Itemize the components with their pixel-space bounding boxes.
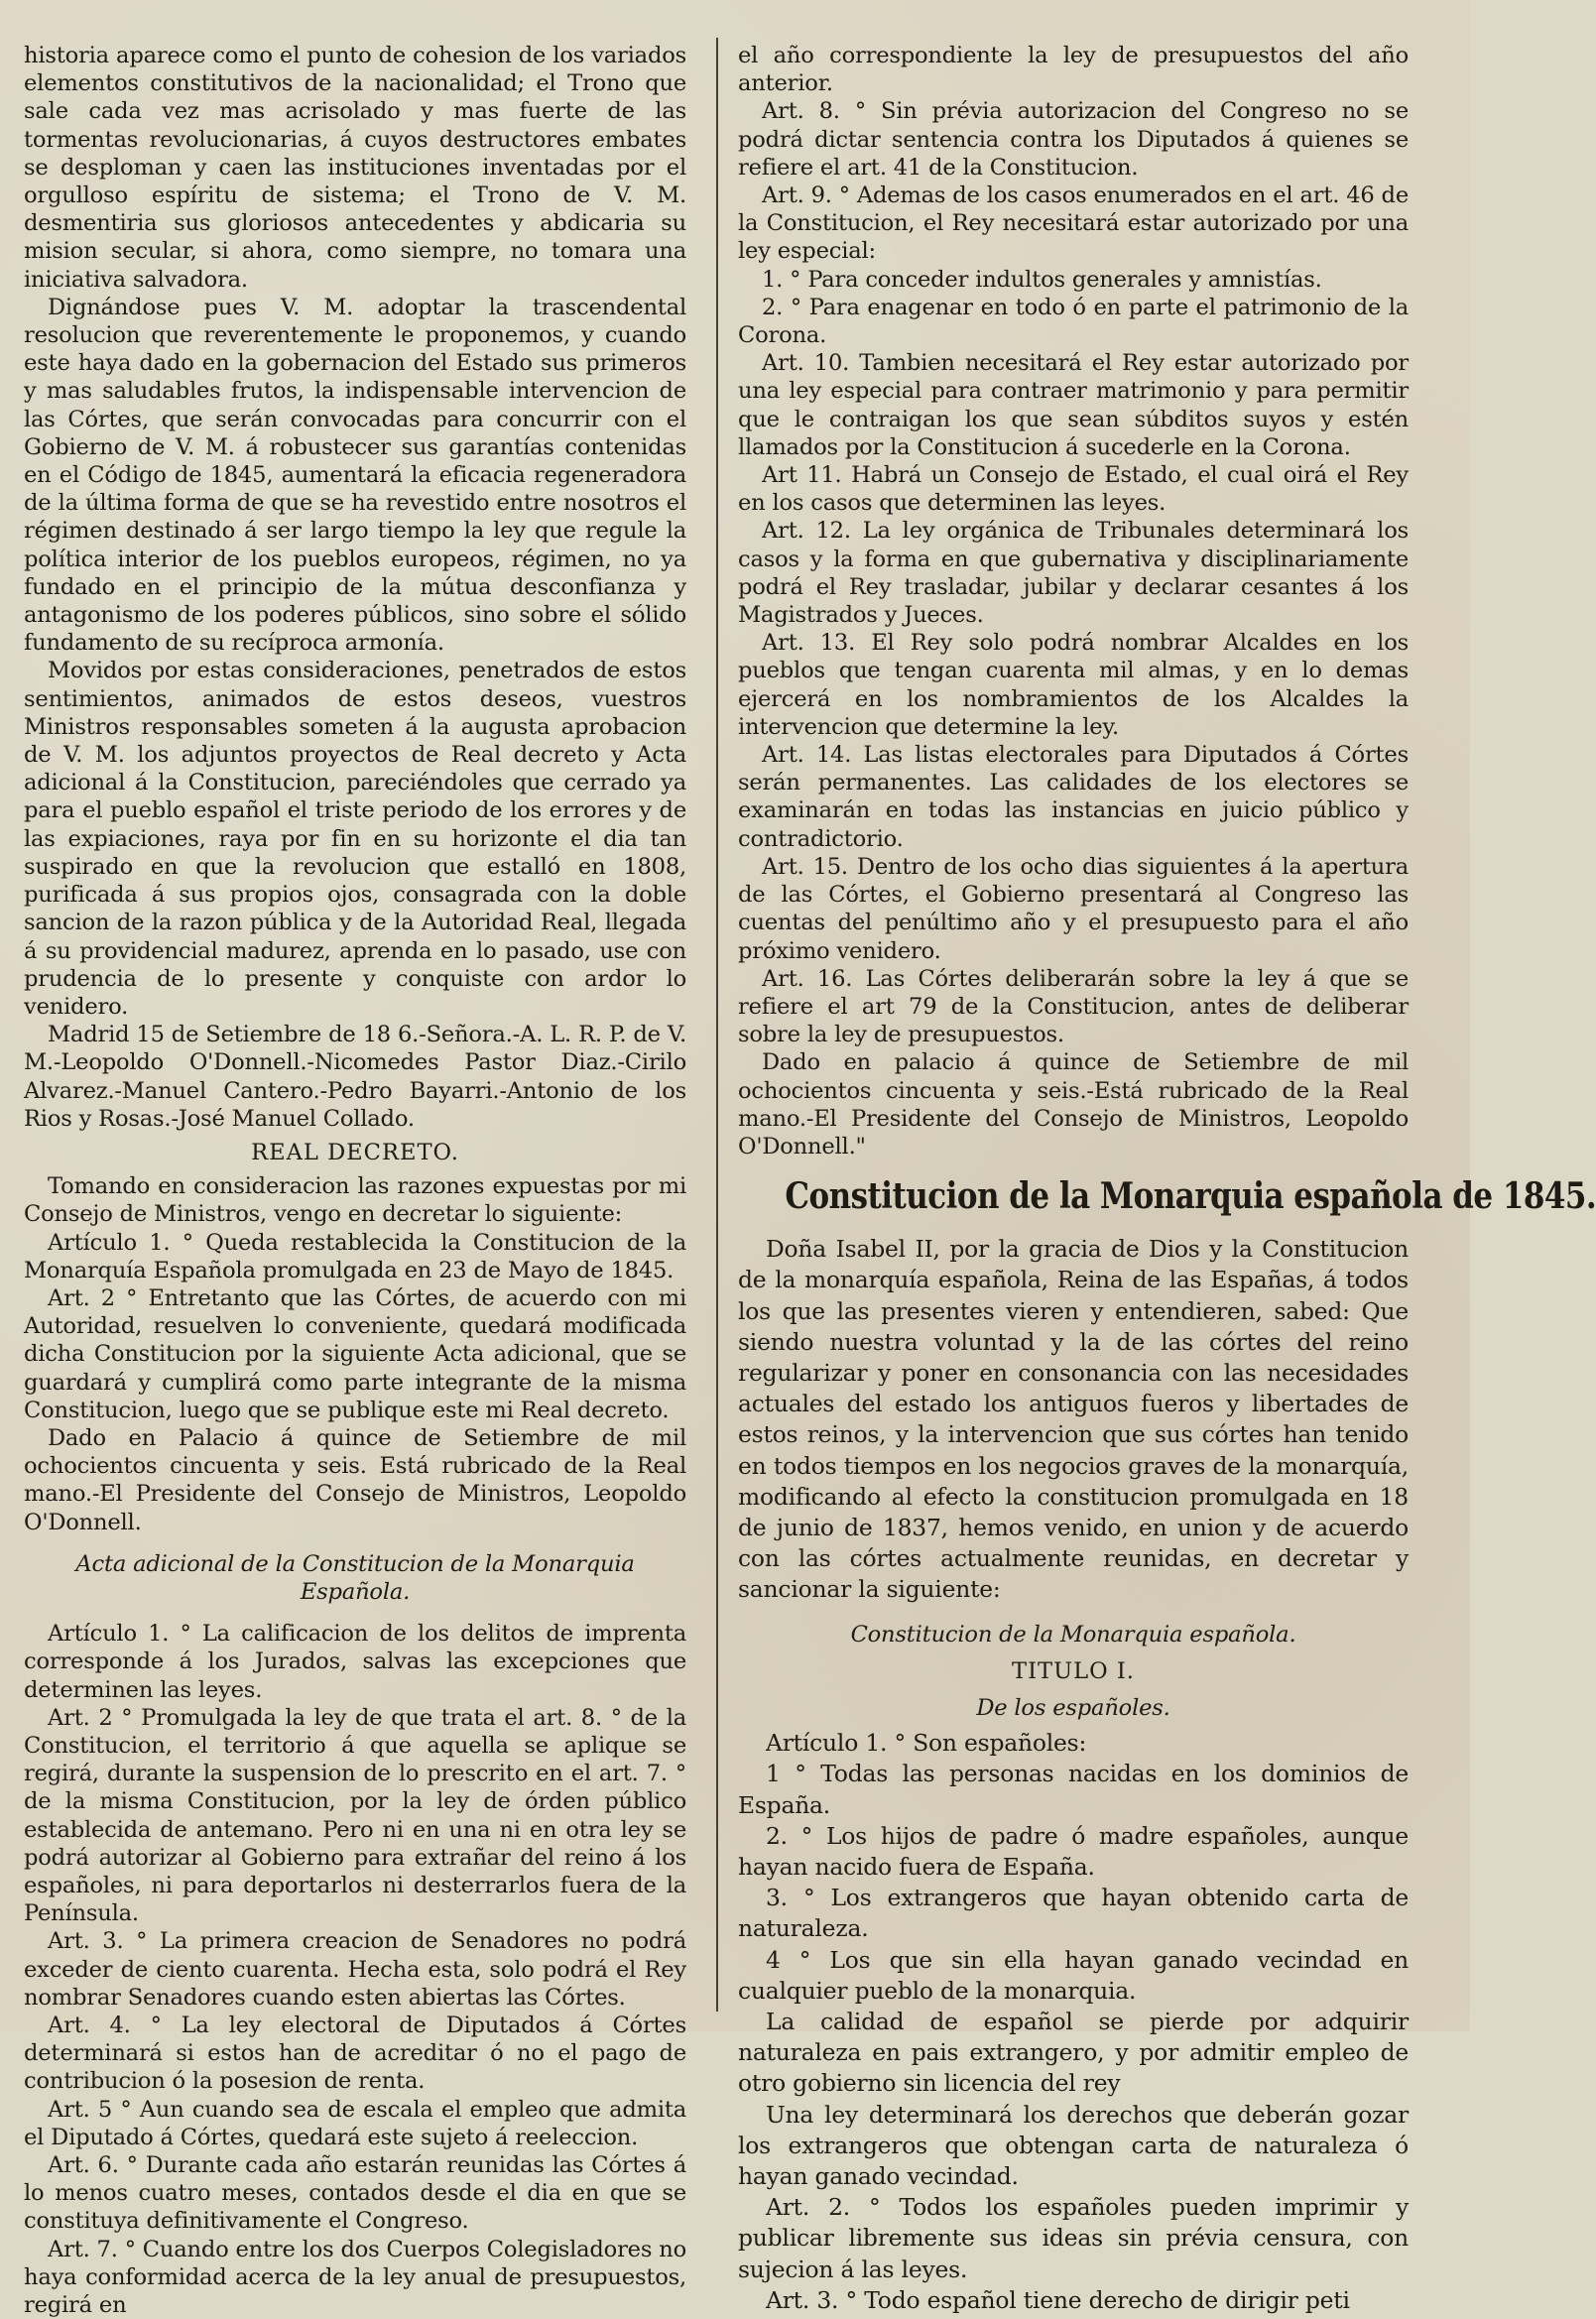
constitution-body (738, 1234, 1409, 2316)
acta-signature: Dado en palacio á quince de Setiembre de mil ochocientos cincuenta y seis.-Está rubricado de la Real mano.-El Presidente del Consejo de Ministros, Leopoldo O'Donnell." (738, 1049, 1409, 1160)
decreto-article-2: Art. 2 ° Entretanto que las Córtes, de acuerdo con mi Autoridad, resuelven lo conveniente, quedará modificada dicha Constitucion por la siguiente Acta adicional, que se guardará y cumplirá como parte integrante de la misma Constitucion, luego que se publique este mi Real decreto. (24, 1284, 686, 1423)
constitution-nationality-loss: La calidad de español se pierde por adquirir naturaleza en pais extrangero, y por admitir empleo de otro gobierno sin licencia del rey (738, 2008, 1409, 2098)
acta-article-10: Art. 10. Tambien necesitará el Rey estar autorizado por una ley especial para contraer matrimonio y para permitir que le contraigan los que sean súbditos suyos y estén llamados por la Constitucion á sucederle en la Corona. (738, 350, 1409, 460)
titulo-heading: TITULO I. (1012, 1657, 1135, 1684)
real-decreto-heading: REAL DECRETO. (251, 1139, 459, 1165)
left-paragraph-3: Movidos por estas consideraciones, penetrados de estos sentimientos, animados de estos deseos, vuestros Ministros responsables someten á la augusta aprobacion de V. M. los adjuntos proyectos de Real decreto y Acta adicional á la Constitucion, pareciéndoles que cerrado ya para el pueblo español el triste periodo de los errores y de las expiaciones, raya por fin en su horizonte el dia tan suspirado en que la revolucion que estalló en 1808, purificada á sus propios ojos, consagrada con la doble sancion de la razon pública y de la Autoridad Real, llegada á su providencial madurez, aprenda en lo pasado, use con prudencia de lo presente y conquiste con ardor lo venidero. (24, 658, 686, 1020)
acta-continuation: el año correspondiente la ley de presupuestos del año anterior. (738, 43, 1409, 97)
constitution-article-2: Art. 2. ° Todos los españoles pueden imprimir y publicar libremente sus ideas sin prévia censura, con sujecion á las leyes. (738, 2193, 1409, 2283)
acta-article-15: Art. 15. Dentro de los ocho dias siguientes á la apertura de las Córtes, el Gobierno presentará al Congreso las cuentas del penúltimo año y el presupuesto para el año próximo venidero. (738, 853, 1409, 964)
left-column (24, 42, 686, 2319)
acta-article-3: Art. 3. ° La primera creacion de Senadores no podrá exceder de ciento cuarenta. Hecha esta, solo podrá el Rey nombrar Senadores cuando esten abiertas las Córtes. (24, 1928, 686, 2011)
acta-article-2: Art. 2 ° Promulgada la ley de que trata el art. 8. ° de la Constitucion, el territorio á que aquella se aplique se regirá, durante la suspension de lo prescrito en el art. 7. ° de la misma Constitucion, por la ley de órden público establecida de antemano. Pero ni en una ni en otra ley se podrá autorizar al Gobierno para extrañar del reino á los españoles, ni para deportarlos ni desterrarlos fuera de la Península. (24, 1704, 686, 1927)
constitution-article-3: Art. 3. ° Todo español tiene derecho de dirigir peti (766, 2285, 1350, 2314)
left-paragraph-1: historia aparece como el punto de cohesion de los variados elementos constitutivos de la nacionalidad; el Trono que sale cada vez mas acrisolado y mas fuerte de las tormentas revolucionarias, á cuyos destructores embates se desploman y caen las instituciones inventadas por el orgulloso espíritu de sistema; el Trono de V. M. desmentiria sus gloriosos antecedentes y abdicaria su mision secular, si ahora, como siempre, no tomara una iniciativa salvadora. (24, 43, 686, 293)
constitution-article-1-item-3: 3. ° Los extrangeros que hayan obtenido carta de naturaleza. (738, 1884, 1409, 1943)
acta-article-13: Art. 13. El Rey solo podrá nombrar Alcaldes en los pueblos que tengan cuarenta mil almas, y en lo demas ejercerá en los nombramientos de los Alcaldes la intervencion que determine la ley. (738, 630, 1409, 740)
spacer (738, 1606, 1409, 1616)
column-divider (716, 38, 718, 2012)
decreto-signature: Dado en Palacio á quince de Setiembre de mil ochocientos cincuenta y seis. Está rubricado de la Real mano.-El Presidente del Consejo de Ministros, Leopoldo O'Donnell. (24, 1424, 686, 1535)
acta-article-4: Art. 4. ° La ley electoral de Diputados á Córtes determinará si estos han de acreditar ó no el pago de contribucion ó la posesion de renta. (24, 2013, 686, 2095)
acta-title: Acta adicional de la Constitucion de la Monarquia Española. (75, 1550, 635, 1605)
acta-article-8: Art. 8. ° Sin prévia autorizacion del Congreso no se podrá dictar sentencia contra los Diputados á quienes se refiere el art. 41 de la Constitucion. (738, 98, 1409, 181)
acta-article-7: Art. 7. ° Cuando entre los dos Cuerpos Colegisladores no haya conformidad acerca de la ley anual de presupuestos, regirá en (24, 2236, 686, 2319)
acta-article-14: Art. 14. Las listas electorales para Diputados á Córtes serán permanentes. Las calidades de los electores se examinarán en todas las instancias en juicio público y contradictorio. (738, 742, 1409, 852)
constitution-main-title: Constitucion de la Monarquia española de 1845. (785, 1175, 1596, 1218)
acta-article-11: Art 11. Habrá un Consejo de Estado, el cual oirá el Rey en los casos que determinen las leyes. (738, 462, 1409, 517)
constitution-foreigners-rights: Una ley determinará los derechos que deberán gozar los extrangeros que obtengan carta de naturaleza ó hayan ganado vecindad. (738, 2100, 1409, 2191)
decreto-article-1: Artículo 1. ° Queda restablecida la Constitucion de la Monarquía Española promulgada en 23 de Mayo de 1845. (24, 1229, 686, 1283)
acta-article-9: Art. 9. ° Ademas de los casos enumerados en el art. 46 de la Constitucion, el Rey necesitará estar autorizado por una ley especial: (738, 183, 1409, 265)
constitution-article-1-item-4: 4 ° Los que sin ella hayan ganado vecindad en cualquier pueblo de la monarquia. (738, 1945, 1409, 2005)
titulo-subheading: De los españoles. (976, 1694, 1170, 1721)
constitution-article-1-item-1: 1 ° Todas las personas nacidas en los dominios de España. (738, 1760, 1409, 1819)
acta-article-9-item-1: 1. ° Para conceder indultos generales y amnistías. (762, 266, 1322, 293)
constitution-preamble: Doña Isabel II, por la gracia de Dios y la Constitucion de la monarquía española, Reina de las Españas, á todos los que las presentes vieren y entendieren, sabed: Que siendo nuestra voluntad y la de las córtes del reino regularizar y poner en consonancia con las necesidades actuales del estado los antiguos fueros y libertades de estos reinos, y la intervencion que sus córtes han tenido en todos tiempos en los negocios graves de la monarquía, modificando al efecto la constitucion promulgada en 18 de junio de 1837, hemos venido, en union y de acuerdo con las córtes actualmente reunidas, en decretar y sancionar la siguiente: (738, 1235, 1409, 1604)
constitution-article-1-item-2: 2. ° Los hijos de padre ó madre españoles, aunque hayan nacido fuera de España. (738, 1821, 1409, 1881)
acta-article-16: Art. 16. Las Córtes deliberarán sobre la ley á que se refiere el art 79 de la Constitucion, antes de deliberar sobre la ley de presupuestos. (738, 965, 1409, 1048)
constitution-heading: Constitucion de la Monarquia española. (850, 1621, 1296, 1648)
acta-article-6: Art. 6. ° Durante cada año estarán reunidas las Córtes á lo menos cuatro meses, contados desde el dia en que se constituya definitivamente el Congreso. (24, 2152, 686, 2235)
acta-article-5: Art. 5 ° Aun cuando sea de escala el empleo que admita el Diputado á Córtes, quedará este sujeto á reeleccion. (24, 2096, 686, 2150)
left-paragraph-2: Dignándose pues V. M. adoptar la trascendental resolucion que reverentemente le proponemos, y cuando este haya dado en la gobernacion del Estado sus primeros y mas saludables frutos, la indispensable intervencion de las Córtes, que serán convocadas para concurrir con el Gobierno de V. M. á robustecer sus garantías contenidas en el Código de 1845, aumentará la eficacia regeneradora de la última forma de que se ha revestido entre nosotros el régimen destinado á ser largo tiempo la ley que regule la política interior de los pueblos europeos, régimen, no ya fundado en el principio de la mútua desconfianza y antagonismo de los poderes públicos, sino sobre el sólido fundamento de su recíproca armonía. (24, 294, 686, 657)
decreto-intro: Tomando en consideracion las razones expuestas por mi Consejo de Ministros, vengo en decretar lo siguiente: (24, 1173, 686, 1228)
right-column (738, 42, 1596, 2316)
ministers-signature: Madrid 15 de Setiembre de 18 6.-Señora.-A. L. R. P. de V. M.-Leopoldo O'Donnell.-Nicomedes Pastor Diaz.-Cirilo Alvarez.-Manuel Cantero.-Pedro Bayarri.-Antonio de los Rios y Rosas.-José Manuel Collado. (24, 1022, 686, 1132)
constitution-article-1: Artículo 1. ° Son españoles: (766, 1729, 1087, 1758)
acta-article-12: Art. 12. La ley orgánica de Tribunales determinará los casos y la forma en que gubernativa y disciplinariamente podrá el Rey trasladar, jubilar y declarar cesantes á los Magistrados y Jueces. (738, 518, 1409, 629)
acta-article-9-item-2: 2. ° Para enagenar en todo ó en parte el patrimonio de la Corona. (738, 294, 1409, 349)
acta-article-1: Artículo 1. ° La calificacion de los delitos de imprenta corresponde á los Jurados, salvas las excepciones que determinen las leyes. (24, 1621, 686, 1703)
